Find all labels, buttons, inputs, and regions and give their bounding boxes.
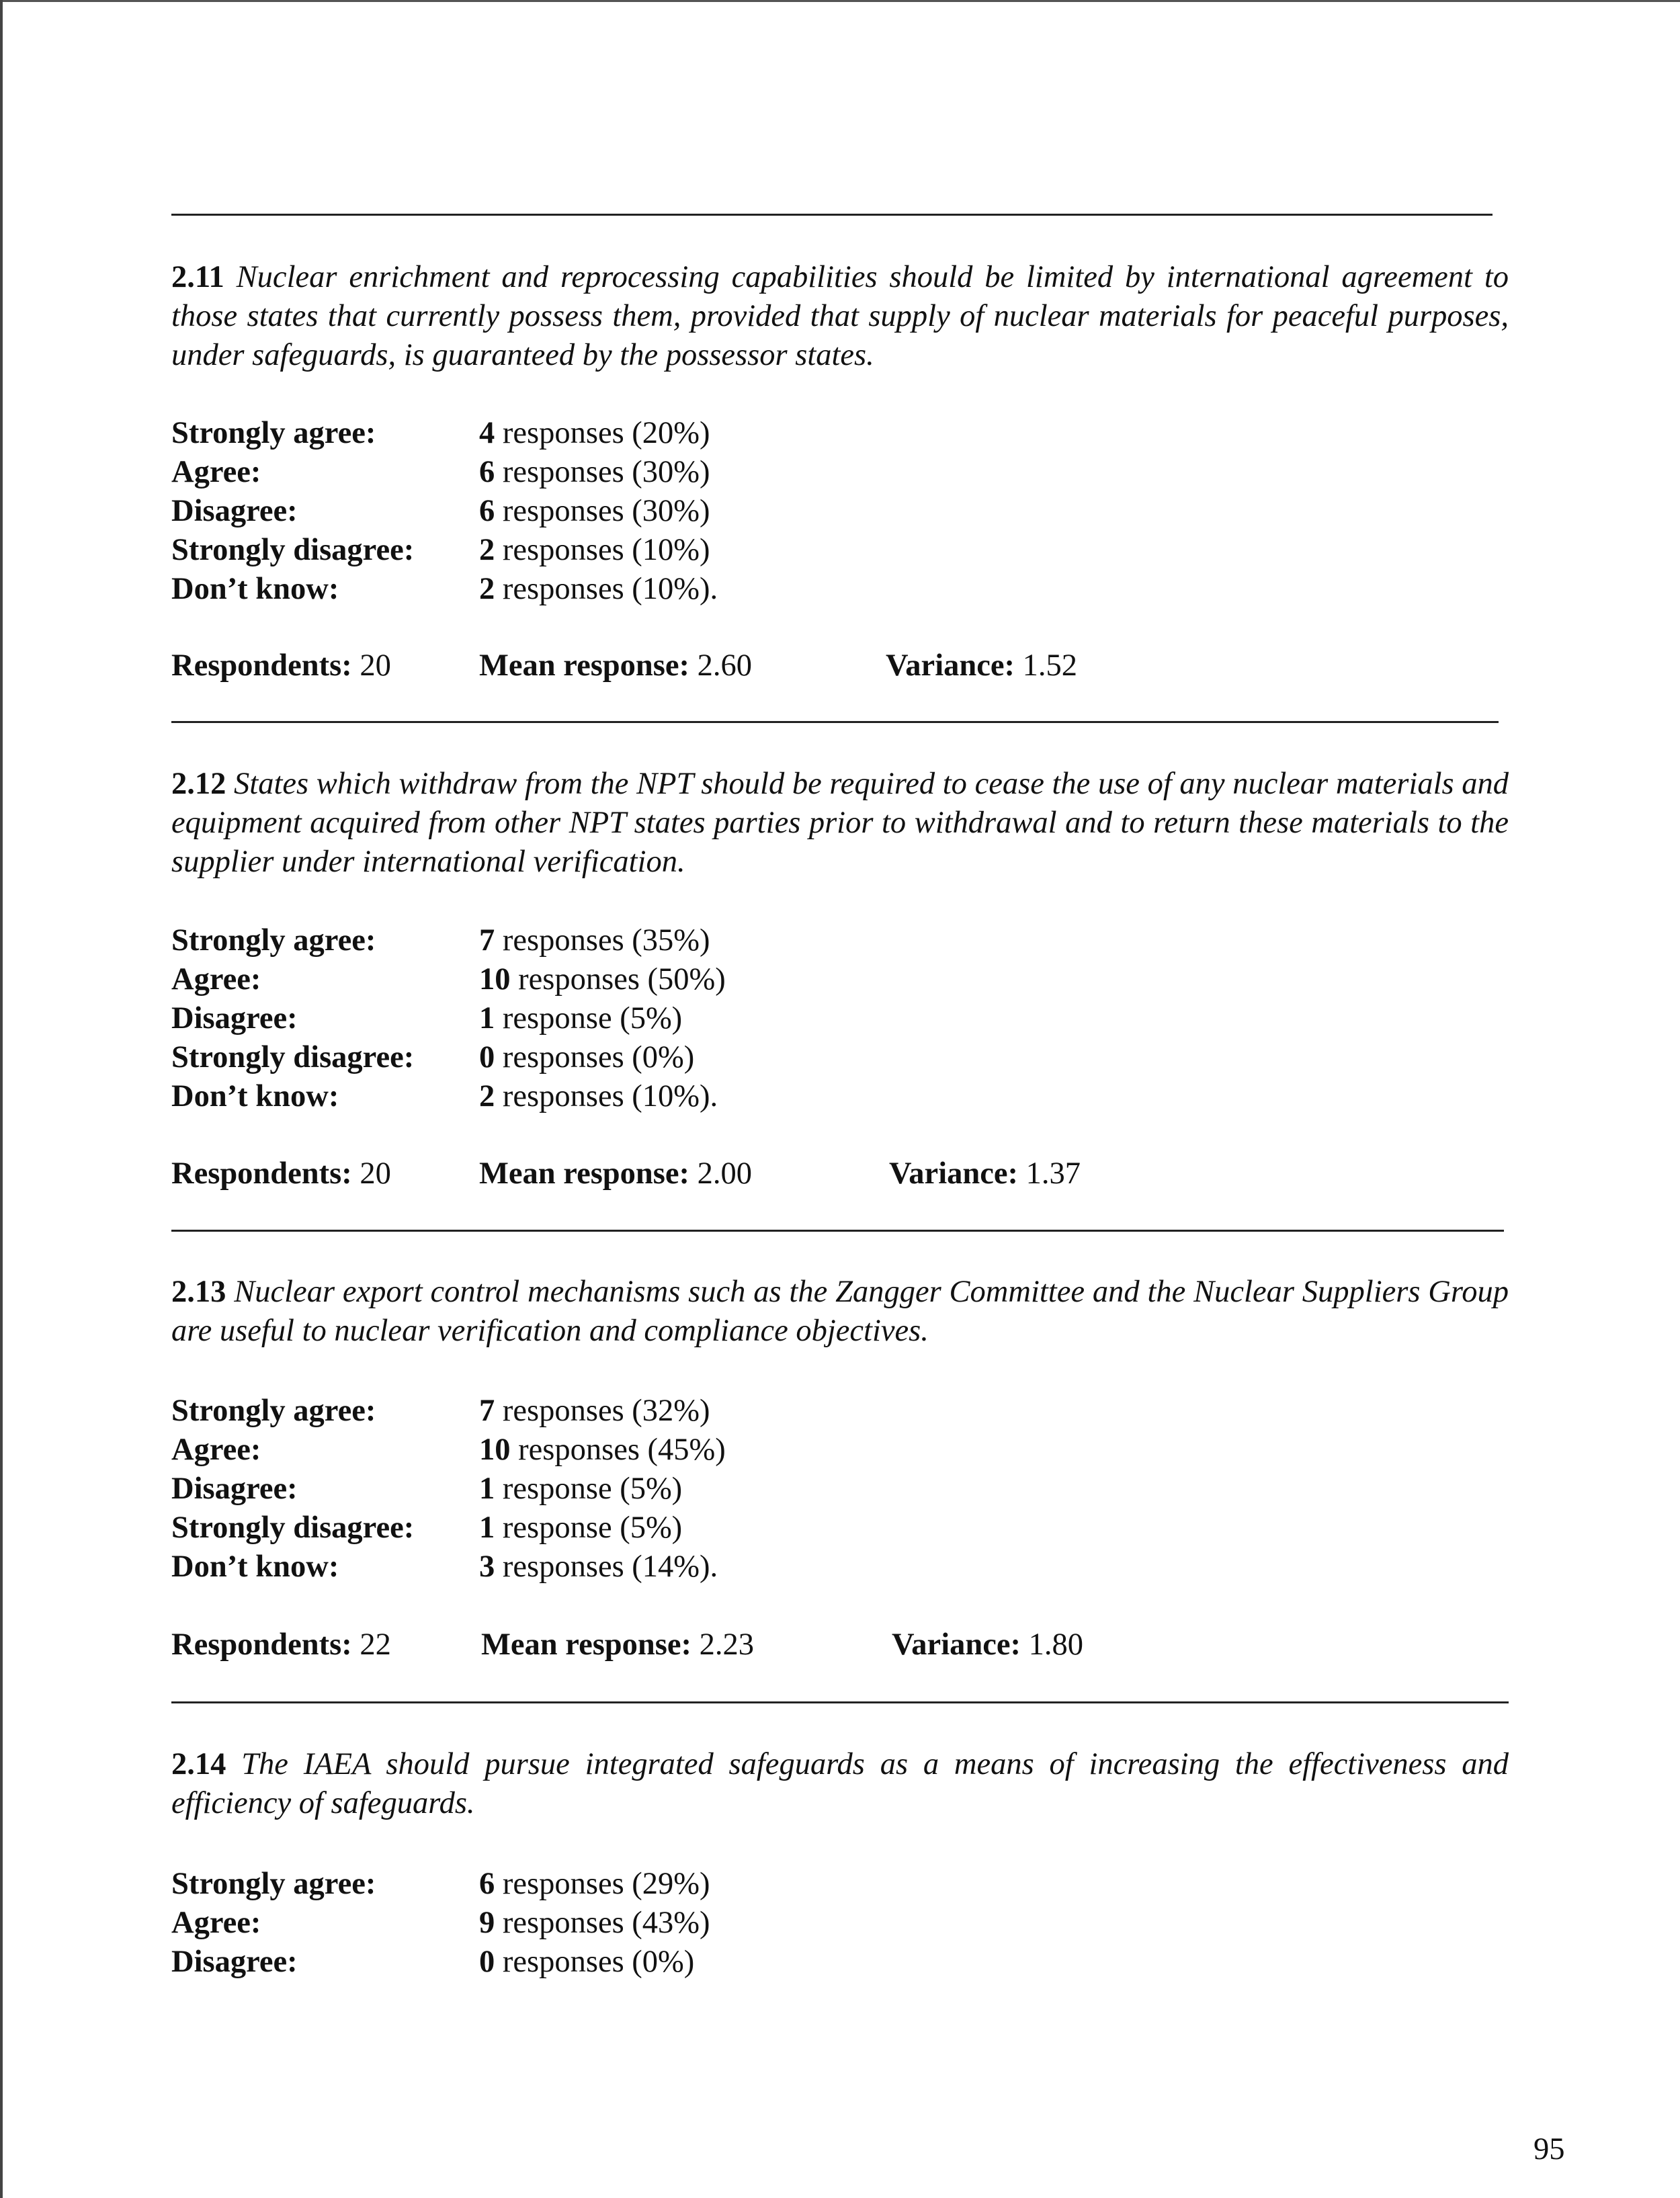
respondents-value: 22 bbox=[360, 1628, 391, 1662]
question-number: 2.11 bbox=[171, 260, 224, 294]
variance-label: Variance: bbox=[892, 1628, 1021, 1662]
response-row bbox=[171, 570, 718, 609]
response-value bbox=[479, 921, 726, 960]
question-number: 2.12 bbox=[171, 767, 226, 801]
mean-stat bbox=[479, 1154, 752, 1193]
respondents-label: Respondents: bbox=[171, 648, 352, 683]
response-table-2-14 bbox=[171, 1865, 710, 1982]
response-value bbox=[479, 1509, 726, 1548]
mean-value: 2.60 bbox=[697, 648, 752, 683]
response-detail: response (5%) bbox=[495, 1511, 683, 1545]
response-label: Strongly agree: bbox=[171, 1867, 376, 1901]
mean-value: 2.00 bbox=[697, 1156, 752, 1191]
response-count: 4 bbox=[479, 416, 495, 450]
question-2-11 bbox=[171, 258, 1509, 375]
response-row bbox=[171, 1392, 726, 1431]
stats-row-2-11 bbox=[171, 646, 1509, 685]
response-row bbox=[171, 1904, 710, 1943]
response-detail: response (5%) bbox=[495, 1001, 683, 1035]
response-row bbox=[171, 960, 726, 999]
response-count: 0 bbox=[479, 1945, 495, 1979]
response-label: Strongly disagree: bbox=[171, 1040, 415, 1074]
variance-value: 1.37 bbox=[1025, 1156, 1081, 1191]
page-number: 95 bbox=[1534, 2132, 1565, 2166]
response-row bbox=[171, 1509, 726, 1548]
response-table-2-13 bbox=[171, 1392, 726, 1587]
response-count: 1 bbox=[479, 1511, 495, 1545]
response-detail: responses (10%) bbox=[495, 533, 710, 567]
variance-stat bbox=[886, 646, 1077, 685]
response-detail: responses (29%) bbox=[495, 1867, 710, 1901]
response-value bbox=[479, 960, 726, 999]
response-row bbox=[171, 1943, 710, 1982]
response-value bbox=[479, 492, 718, 531]
response-table-2-11 bbox=[171, 414, 718, 609]
variance-label: Variance: bbox=[889, 1156, 1018, 1191]
response-detail: responses (0%) bbox=[495, 1945, 695, 1979]
response-detail: responses (10%). bbox=[495, 1079, 718, 1113]
response-value bbox=[479, 570, 718, 609]
variance-value: 1.80 bbox=[1028, 1628, 1083, 1662]
response-detail: responses (35%) bbox=[495, 923, 710, 958]
mean-stat bbox=[481, 1625, 754, 1664]
response-count: 6 bbox=[479, 1867, 495, 1901]
question-2-12 bbox=[171, 765, 1509, 882]
response-count: 10 bbox=[479, 1433, 511, 1467]
response-label: Strongly disagree: bbox=[171, 1511, 415, 1545]
response-count: 1 bbox=[479, 1472, 495, 1506]
response-label: Agree: bbox=[171, 1433, 261, 1467]
response-row bbox=[171, 453, 718, 492]
mean-value: 2.23 bbox=[699, 1628, 754, 1662]
response-label: Disagree: bbox=[171, 1001, 298, 1035]
response-value bbox=[479, 1470, 726, 1509]
respondents-value: 20 bbox=[360, 648, 391, 683]
variance-value: 1.52 bbox=[1022, 648, 1077, 683]
variance-stat bbox=[889, 1154, 1081, 1193]
response-row bbox=[171, 999, 726, 1038]
response-row bbox=[171, 1431, 726, 1470]
response-detail: response (5%) bbox=[495, 1472, 683, 1506]
response-label: Strongly agree: bbox=[171, 416, 376, 450]
response-count: 2 bbox=[479, 533, 495, 567]
response-value bbox=[479, 1904, 710, 1943]
respondents-stat bbox=[171, 1154, 391, 1193]
stats-row-2-13 bbox=[171, 1625, 1509, 1664]
respondents-stat bbox=[171, 1625, 391, 1664]
response-row bbox=[171, 1077, 726, 1116]
response-value bbox=[479, 1392, 726, 1431]
variance-label: Variance: bbox=[886, 648, 1015, 683]
response-detail: responses (32%) bbox=[495, 1394, 710, 1428]
response-value bbox=[479, 453, 718, 492]
response-detail: responses (30%) bbox=[495, 494, 710, 528]
response-value bbox=[479, 999, 726, 1038]
section-divider bbox=[171, 721, 1499, 723]
mean-stat bbox=[479, 646, 752, 685]
response-value bbox=[479, 1548, 726, 1587]
response-table-2-12 bbox=[171, 921, 726, 1116]
response-label: Strongly disagree: bbox=[171, 533, 415, 567]
response-detail: responses (20%) bbox=[495, 416, 710, 450]
response-value bbox=[479, 1077, 726, 1116]
respondents-label: Respondents: bbox=[171, 1156, 352, 1191]
response-detail: responses (43%) bbox=[495, 1906, 710, 1940]
mean-label: Mean response: bbox=[479, 1156, 689, 1191]
response-row bbox=[171, 1470, 726, 1509]
response-label: Agree: bbox=[171, 455, 261, 489]
response-row bbox=[171, 1865, 710, 1904]
response-count: 7 bbox=[479, 923, 495, 958]
response-detail: responses (50%) bbox=[510, 962, 726, 997]
response-detail: responses (45%) bbox=[510, 1433, 726, 1467]
response-label: Don’t know: bbox=[171, 572, 339, 606]
response-row bbox=[171, 414, 718, 453]
question-number: 2.13 bbox=[171, 1275, 226, 1309]
response-detail: responses (10%). bbox=[495, 572, 718, 606]
response-label: Disagree: bbox=[171, 1945, 298, 1979]
response-count: 0 bbox=[479, 1040, 495, 1074]
respondents-value: 20 bbox=[360, 1156, 391, 1191]
respondents-label: Respondents: bbox=[171, 1628, 352, 1662]
response-row bbox=[171, 531, 718, 570]
response-count: 7 bbox=[479, 1394, 495, 1428]
mean-label: Mean response: bbox=[479, 648, 689, 683]
response-count: 2 bbox=[479, 1079, 495, 1113]
response-count: 1 bbox=[479, 1001, 495, 1035]
response-row bbox=[171, 1038, 726, 1077]
variance-stat bbox=[892, 1625, 1083, 1664]
stats-row-2-12 bbox=[171, 1154, 1509, 1193]
response-count: 3 bbox=[479, 1550, 495, 1584]
question-number: 2.14 bbox=[171, 1747, 226, 1781]
response-label: Agree: bbox=[171, 1906, 261, 1940]
response-count: 2 bbox=[479, 572, 495, 606]
section-divider bbox=[171, 1701, 1509, 1703]
page-top-edge bbox=[0, 0, 1680, 2]
response-label: Don’t know: bbox=[171, 1079, 339, 1113]
mean-label: Mean response: bbox=[481, 1628, 691, 1662]
question-text: Nuclear enrichment and reprocessing capabilities should be limited by international agreement to those states that currently possess them, provided that supply of nuclear materials for peaceful purposes, under safeguards, is guaranteed by the possessor states. bbox=[171, 260, 1509, 372]
response-label: Disagree: bbox=[171, 494, 298, 528]
response-label: Strongly agree: bbox=[171, 1394, 376, 1428]
response-label: Disagree: bbox=[171, 1472, 298, 1506]
response-count: 6 bbox=[479, 494, 495, 528]
response-count: 6 bbox=[479, 455, 495, 489]
response-value bbox=[479, 531, 718, 570]
question-2-13 bbox=[171, 1273, 1509, 1351]
page-left-edge bbox=[0, 0, 3, 2198]
response-detail: responses (30%) bbox=[495, 455, 710, 489]
question-text: The IAEA should pursue integrated safeguards as a means of increasing the effectiveness and efficiency of safeguards. bbox=[171, 1747, 1509, 1820]
response-row bbox=[171, 1548, 726, 1587]
question-2-14 bbox=[171, 1745, 1509, 1823]
response-value bbox=[479, 1943, 710, 1982]
response-value bbox=[479, 1865, 710, 1904]
response-count: 9 bbox=[479, 1906, 495, 1940]
response-count: 10 bbox=[479, 962, 511, 997]
question-text: Nuclear export control mechanisms such as the Zangger Committee and the Nuclear Suppliers Group are useful to nuclear verification and compliance objectives. bbox=[171, 1275, 1509, 1348]
section-divider bbox=[171, 214, 1493, 216]
section-divider bbox=[171, 1230, 1504, 1232]
response-value bbox=[479, 414, 718, 453]
response-detail: responses (0%) bbox=[495, 1040, 695, 1074]
response-value bbox=[479, 1431, 726, 1470]
response-row bbox=[171, 921, 726, 960]
response-row bbox=[171, 492, 718, 531]
question-text: States which withdraw from the NPT should be required to cease the use of any nuclear materials and equipment acquired from other NPT states parties prior to withdrawal and to return these materials to the supplier under international verification. bbox=[171, 767, 1509, 879]
response-value bbox=[479, 1038, 726, 1077]
respondents-stat bbox=[171, 646, 391, 685]
response-detail: responses (14%). bbox=[495, 1550, 718, 1584]
response-label: Agree: bbox=[171, 962, 261, 997]
response-label: Don’t know: bbox=[171, 1550, 339, 1584]
response-label: Strongly agree: bbox=[171, 923, 376, 958]
